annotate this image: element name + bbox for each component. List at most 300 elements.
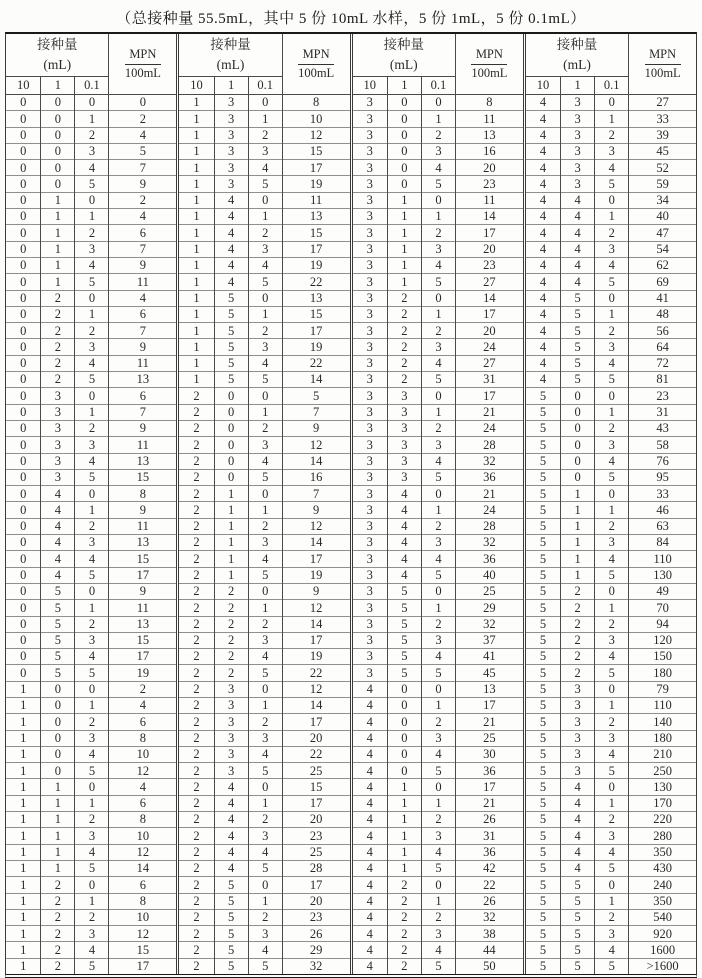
cell-10ml: 3 [353, 404, 388, 420]
cell-10ml: 5 [526, 942, 561, 958]
cell-1ml: 4 [561, 779, 595, 795]
table-row [526, 127, 696, 143]
cell-mpn: 14 [282, 372, 349, 388]
cell-10ml: 1 [179, 127, 214, 143]
table-row [526, 143, 696, 159]
cell-mpn: 17 [455, 697, 522, 713]
cell-mpn: 13 [109, 535, 176, 551]
cell-1ml: 0 [561, 437, 595, 453]
cell-10ml: 5 [526, 926, 561, 942]
cell-mpn: 4 [109, 779, 176, 795]
cell-mpn: 56 [629, 323, 696, 339]
cell-1ml: 4 [387, 535, 421, 551]
cell-10ml: 0 [6, 160, 41, 176]
cell-0-1ml: 3 [248, 437, 282, 453]
cell-10ml: 0 [6, 535, 41, 551]
cell-10ml: 1 [6, 697, 41, 713]
cell-0-1ml: 3 [75, 437, 109, 453]
cell-1ml: 3 [561, 763, 595, 779]
cell-10ml: 5 [526, 583, 561, 599]
table-row [353, 877, 523, 893]
table-row [179, 909, 349, 925]
cell-mpn: 48 [629, 306, 696, 322]
cell-mpn: 20 [282, 893, 349, 909]
cell-mpn: 25 [282, 763, 349, 779]
cell-10ml: 0 [6, 192, 41, 208]
cell-mpn: 27 [629, 95, 696, 111]
cell-10ml: 0 [6, 306, 41, 322]
cell-mpn: 9 [109, 583, 176, 599]
cell-mpn: 23 [282, 909, 349, 925]
cell-mpn: 17 [109, 958, 176, 974]
cell-mpn: 0 [109, 95, 176, 111]
cell-mpn: 17 [282, 795, 349, 811]
cell-0-1ml: 5 [248, 567, 282, 583]
cell-1ml: 4 [214, 795, 248, 811]
cell-mpn: 15 [109, 551, 176, 567]
cell-mpn: 21 [455, 714, 522, 730]
cell-1ml: 3 [41, 453, 75, 469]
cell-0-1ml: 4 [248, 649, 282, 665]
cell-1ml: 1 [41, 795, 75, 811]
cell-1ml: 2 [41, 877, 75, 893]
table-row [6, 225, 176, 241]
table-row [353, 714, 523, 730]
cell-mpn: 9 [282, 502, 349, 518]
cell-mpn: 26 [455, 812, 522, 828]
cell-0-1ml: 1 [595, 404, 629, 420]
table-row [6, 160, 176, 176]
cell-mpn: 28 [455, 518, 522, 534]
cell-0-1ml: 3 [595, 535, 629, 551]
cell-1ml: 3 [561, 160, 595, 176]
cell-0-1ml: 0 [248, 681, 282, 697]
table-row [353, 763, 523, 779]
cell-1ml: 3 [41, 437, 75, 453]
cell-0-1ml: 1 [595, 795, 629, 811]
cell-0-1ml: 3 [421, 730, 455, 746]
cell-1ml: 2 [561, 616, 595, 632]
cell-mpn: 17 [109, 649, 176, 665]
cell-mpn: 8 [109, 893, 176, 909]
cell-0-1ml: 3 [595, 730, 629, 746]
cell-1ml: 2 [387, 909, 421, 925]
cell-mpn: 1600 [629, 942, 696, 958]
cell-1ml: 1 [41, 192, 75, 208]
cell-0-1ml: 0 [595, 877, 629, 893]
table-body [179, 95, 349, 975]
cell-mpn: 12 [282, 600, 349, 616]
table-row [179, 828, 349, 844]
cell-mpn: 62 [629, 257, 696, 273]
table-row [6, 649, 176, 665]
cell-mpn: 17 [282, 714, 349, 730]
cell-10ml: 2 [179, 632, 214, 648]
cell-10ml: 0 [6, 257, 41, 273]
cell-1ml: 3 [561, 730, 595, 746]
table-row [353, 795, 523, 811]
header-volume-unit: (mL) [216, 57, 245, 72]
table-row [353, 909, 523, 925]
cell-0-1ml: 3 [75, 632, 109, 648]
cell-10ml: 1 [6, 877, 41, 893]
table-row [179, 958, 349, 974]
cell-0-1ml: 3 [421, 926, 455, 942]
cell-1ml: 4 [561, 812, 595, 828]
table-row [6, 355, 176, 371]
cell-10ml: 2 [179, 567, 214, 583]
cell-1ml: 5 [561, 877, 595, 893]
cell-10ml: 1 [6, 860, 41, 876]
cell-1ml: 3 [214, 714, 248, 730]
header-col-1ml: 1 [561, 77, 595, 95]
cell-mpn: 20 [455, 160, 522, 176]
cell-1ml: 3 [387, 404, 421, 420]
cell-10ml: 0 [6, 143, 41, 159]
cell-1ml: 0 [561, 388, 595, 404]
cell-0-1ml: 0 [248, 877, 282, 893]
cell-1ml: 5 [214, 942, 248, 958]
cell-10ml: 4 [526, 127, 561, 143]
cell-0-1ml: 2 [421, 127, 455, 143]
cell-mpn: 17 [282, 241, 349, 257]
header-mpn-denominator: 100mL [124, 65, 161, 80]
cell-10ml: 1 [179, 257, 214, 273]
cell-1ml: 2 [387, 372, 421, 388]
cell-0-1ml: 4 [595, 355, 629, 371]
cell-10ml: 0 [6, 127, 41, 143]
table-row [6, 600, 176, 616]
cell-mpn: 22 [282, 274, 349, 290]
cell-mpn: 38 [455, 926, 522, 942]
cell-0-1ml: 0 [421, 192, 455, 208]
cell-1ml: 3 [561, 714, 595, 730]
table-row [353, 486, 523, 502]
cell-0-1ml: 5 [248, 274, 282, 290]
cell-0-1ml: 2 [595, 909, 629, 925]
cell-0-1ml: 1 [595, 111, 629, 127]
cell-0-1ml: 4 [595, 160, 629, 176]
cell-10ml: 1 [179, 274, 214, 290]
cell-0-1ml: 4 [595, 257, 629, 273]
cell-0-1ml: 5 [75, 469, 109, 485]
cell-0-1ml: 3 [75, 926, 109, 942]
cell-10ml: 1 [179, 209, 214, 225]
cell-1ml: 1 [41, 812, 75, 828]
cell-mpn: 10 [282, 111, 349, 127]
cell-mpn: 47 [629, 225, 696, 241]
cell-0-1ml: 4 [595, 649, 629, 665]
cell-0-1ml: 0 [421, 583, 455, 599]
table-row [353, 95, 523, 111]
cell-10ml: 2 [179, 665, 214, 681]
table-row [179, 323, 349, 339]
cell-10ml: 4 [526, 339, 561, 355]
table-row [179, 290, 349, 306]
cell-0-1ml: 3 [595, 143, 629, 159]
header-volume [179, 34, 282, 77]
cell-10ml: 1 [179, 323, 214, 339]
cell-1ml: 2 [41, 372, 75, 388]
table-row [526, 551, 696, 567]
cell-0-1ml: 5 [421, 860, 455, 876]
cell-10ml: 4 [526, 290, 561, 306]
cell-mpn: 7 [282, 486, 349, 502]
cell-10ml: 1 [6, 730, 41, 746]
cell-mpn: 32 [455, 909, 522, 925]
table-row [353, 388, 523, 404]
cell-0-1ml: 1 [75, 697, 109, 713]
table-row [353, 746, 523, 762]
cell-0-1ml: 1 [75, 795, 109, 811]
cell-1ml: 1 [41, 779, 75, 795]
cell-1ml: 0 [41, 95, 75, 111]
header-col-1ml: 1 [387, 77, 421, 95]
cell-mpn: 22 [282, 746, 349, 762]
cell-0-1ml: 4 [248, 257, 282, 273]
cell-1ml: 5 [214, 909, 248, 925]
cell-1ml: 0 [387, 730, 421, 746]
table-row [179, 274, 349, 290]
cell-mpn: 130 [629, 567, 696, 583]
cell-mpn: 22 [455, 877, 522, 893]
cell-0-1ml: 0 [595, 192, 629, 208]
cell-1ml: 3 [41, 388, 75, 404]
cell-0-1ml: 3 [421, 241, 455, 257]
cell-0-1ml: 4 [595, 453, 629, 469]
cell-0-1ml: 4 [248, 355, 282, 371]
cell-1ml: 5 [561, 306, 595, 322]
cell-10ml: 5 [526, 828, 561, 844]
cell-10ml: 3 [353, 469, 388, 485]
cell-1ml: 1 [214, 567, 248, 583]
cell-10ml: 3 [353, 290, 388, 306]
cell-mpn: 32 [282, 958, 349, 974]
cell-0-1ml: 5 [421, 274, 455, 290]
table-row [526, 567, 696, 583]
cell-1ml: 4 [41, 567, 75, 583]
cell-1ml: 0 [41, 730, 75, 746]
table-caption: （总接种量 55.5mL，其中 5 份 10mL 水样，5 份 1mL，5 份 0.1mL） [116, 11, 586, 27]
cell-mpn: 12 [109, 763, 176, 779]
cell-0-1ml: 1 [248, 697, 282, 713]
cell-10ml: 0 [6, 600, 41, 616]
cell-0-1ml: 2 [595, 812, 629, 828]
table-row [6, 420, 176, 436]
cell-1ml: 3 [387, 453, 421, 469]
cell-10ml: 2 [179, 420, 214, 436]
cell-0-1ml: 5 [75, 958, 109, 974]
cell-mpn: 79 [629, 681, 696, 697]
cell-10ml: 2 [179, 828, 214, 844]
table-row [6, 176, 176, 192]
table-row [353, 893, 523, 909]
cell-0-1ml: 0 [75, 877, 109, 893]
cell-mpn: 72 [629, 355, 696, 371]
cell-0-1ml: 1 [421, 795, 455, 811]
cell-mpn: 14 [455, 290, 522, 306]
cell-1ml: 1 [41, 274, 75, 290]
cell-1ml: 2 [561, 649, 595, 665]
cell-1ml: 4 [387, 518, 421, 534]
cell-1ml: 0 [387, 176, 421, 192]
table-row [179, 192, 349, 208]
cell-0-1ml: 5 [421, 763, 455, 779]
cell-10ml: 1 [179, 290, 214, 306]
table-row [353, 844, 523, 860]
cell-mpn: 23 [282, 828, 349, 844]
cell-1ml: 0 [387, 111, 421, 127]
cell-10ml: 2 [179, 893, 214, 909]
cell-mpn: 7 [109, 241, 176, 257]
cell-10ml: 0 [6, 420, 41, 436]
table-row [353, 665, 523, 681]
cell-0-1ml: 3 [248, 241, 282, 257]
cell-10ml: 5 [526, 730, 561, 746]
table-row [179, 176, 349, 192]
cell-0-1ml: 1 [248, 404, 282, 420]
cell-1ml: 4 [41, 486, 75, 502]
table-row [179, 160, 349, 176]
cell-1ml: 4 [561, 209, 595, 225]
cell-mpn: 10 [109, 746, 176, 762]
cell-mpn: 33 [629, 486, 696, 502]
cell-10ml: 2 [179, 779, 214, 795]
table-row [179, 795, 349, 811]
table-row [179, 469, 349, 485]
table-row [6, 681, 176, 697]
cell-0-1ml: 1 [248, 600, 282, 616]
cell-mpn: 52 [629, 160, 696, 176]
table-row [6, 323, 176, 339]
cell-mpn: 6 [109, 714, 176, 730]
cell-1ml: 3 [214, 95, 248, 111]
cell-10ml: 2 [179, 583, 214, 599]
cell-1ml: 2 [214, 665, 248, 681]
cell-0-1ml: 5 [248, 860, 282, 876]
cell-1ml: 2 [41, 306, 75, 322]
cell-1ml: 2 [387, 290, 421, 306]
table-row [353, 437, 523, 453]
table-row [6, 893, 176, 909]
cell-0-1ml: 1 [248, 795, 282, 811]
cell-0-1ml: 1 [595, 209, 629, 225]
table-row [179, 714, 349, 730]
cell-mpn: 19 [282, 339, 349, 355]
cell-1ml: 4 [214, 844, 248, 860]
cell-0-1ml: 5 [595, 274, 629, 290]
table-row [526, 290, 696, 306]
cell-0-1ml: 5 [75, 567, 109, 583]
cell-1ml: 0 [214, 420, 248, 436]
cell-1ml: 1 [387, 795, 421, 811]
table-row [6, 339, 176, 355]
cell-0-1ml: 2 [595, 420, 629, 436]
cell-10ml: 2 [179, 860, 214, 876]
cell-0-1ml: 3 [248, 730, 282, 746]
cell-mpn: 280 [629, 828, 696, 844]
cell-1ml: 1 [387, 779, 421, 795]
cell-0-1ml: 2 [595, 518, 629, 534]
cell-1ml: 2 [561, 665, 595, 681]
cell-mpn: 9 [109, 339, 176, 355]
cell-10ml: 2 [179, 877, 214, 893]
cell-mpn: 15 [109, 632, 176, 648]
cell-0-1ml: 0 [595, 486, 629, 502]
header-col-1ml: 1 [41, 77, 75, 95]
cell-10ml: 4 [526, 160, 561, 176]
cell-1ml: 3 [561, 176, 595, 192]
table-row [6, 469, 176, 485]
cell-mpn: 11 [282, 192, 349, 208]
header-volume-label: 接种量 [556, 37, 598, 53]
cell-mpn: 58 [629, 437, 696, 453]
cell-10ml: 3 [353, 486, 388, 502]
cell-10ml: 4 [526, 241, 561, 257]
cell-1ml: 1 [561, 567, 595, 583]
cell-mpn: 4 [109, 127, 176, 143]
cell-mpn: 25 [282, 844, 349, 860]
cell-1ml: 1 [387, 192, 421, 208]
table-row [526, 437, 696, 453]
table-row [179, 681, 349, 697]
cell-1ml: 2 [561, 600, 595, 616]
cell-10ml: 5 [526, 812, 561, 828]
cell-mpn: 13 [109, 372, 176, 388]
table-row [179, 600, 349, 616]
table-row [526, 420, 696, 436]
table-row [526, 665, 696, 681]
cell-10ml: 5 [526, 795, 561, 811]
cell-10ml: 1 [179, 160, 214, 176]
table-row [6, 828, 176, 844]
table-row [179, 844, 349, 860]
cell-10ml: 2 [179, 453, 214, 469]
cell-0-1ml: 3 [248, 339, 282, 355]
cell-10ml: 3 [353, 143, 388, 159]
cell-1ml: 5 [214, 306, 248, 322]
cell-mpn: 12 [282, 437, 349, 453]
header-volume [353, 34, 456, 77]
cell-1ml: 1 [41, 844, 75, 860]
cell-1ml: 5 [561, 355, 595, 371]
cell-0-1ml: 5 [75, 176, 109, 192]
cell-10ml: 3 [353, 437, 388, 453]
cell-mpn: 40 [629, 209, 696, 225]
table-row [6, 877, 176, 893]
table-row [179, 437, 349, 453]
cell-1ml: 0 [41, 763, 75, 779]
cell-mpn: 26 [455, 893, 522, 909]
cell-1ml: 0 [561, 469, 595, 485]
header-row-volume [526, 34, 696, 77]
header-col-0-1ml: 0.1 [595, 77, 629, 95]
cell-mpn: 31 [629, 404, 696, 420]
cell-10ml: 2 [179, 600, 214, 616]
cell-1ml: 4 [41, 535, 75, 551]
header-volume [526, 34, 629, 77]
cell-mpn: 15 [109, 469, 176, 485]
cell-1ml: 4 [561, 844, 595, 860]
cell-0-1ml: 5 [75, 860, 109, 876]
table-row [179, 893, 349, 909]
cell-0-1ml: 3 [421, 437, 455, 453]
cell-10ml: 2 [179, 469, 214, 485]
cell-10ml: 5 [526, 763, 561, 779]
cell-mpn: 17 [455, 388, 522, 404]
header-mpn [629, 34, 696, 95]
table-row [526, 844, 696, 860]
